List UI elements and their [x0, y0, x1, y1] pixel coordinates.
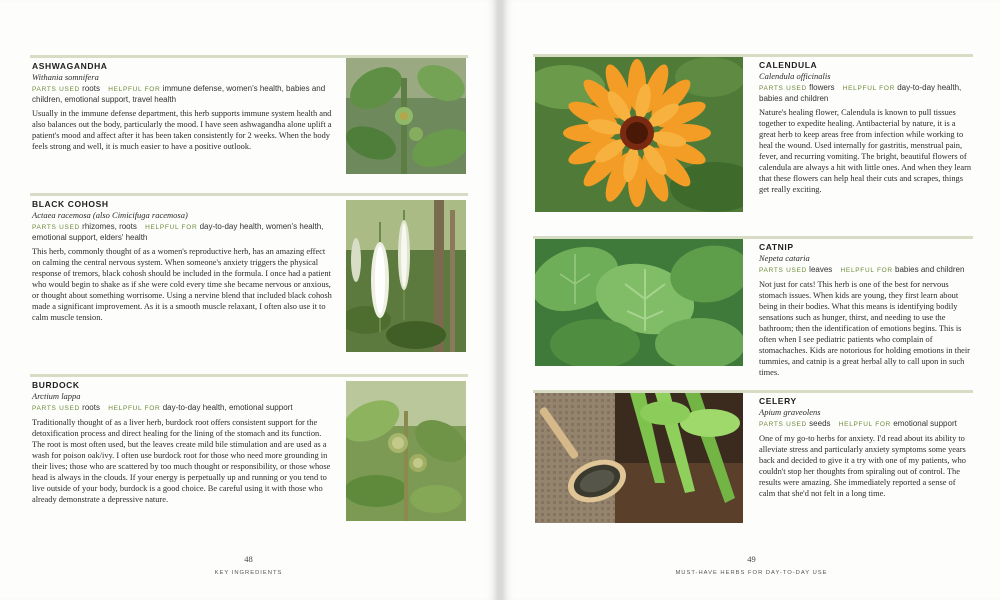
herb-name: BURDOCK: [32, 380, 80, 390]
herb-meta: [759, 83, 973, 104]
helpful-for-value: emotional support: [893, 419, 957, 428]
herb-description: This herb, commonly thought of as a women's reproductive herb, has an amazing effect on calming the central nervous system. When someone's anxiety triggers the physical response of tremors, black cohosh should be included in the formula. I once had a patient who would begin to shake as if she were cold every time she became nervous or anxious, or thought about something worrisome. Using a nervine blend that included black cohosh made a significant improvement. As it is a smooth muscle relaxant, I often also use it to calm muscle tension.: [32, 247, 332, 322]
entry-catnip: [533, 236, 973, 376]
parts-used-label: PARTS USED: [759, 85, 807, 92]
parts-used-value: roots: [82, 84, 100, 93]
helpful-for-value: day-to-day health, babies and children: [759, 83, 962, 103]
parts-used-value: leaves: [809, 265, 833, 274]
herb-name: BLACK COHOSH: [32, 199, 109, 209]
latin-name: Arctium lappa: [32, 391, 81, 401]
parts-used-value: rhizomes, roots: [82, 222, 137, 231]
ashwagandha-plant-icon: [346, 58, 466, 174]
latin-name: Withania somnifera: [32, 72, 99, 82]
herb-meta: [32, 222, 332, 243]
helpful-for-value: babies and children: [895, 265, 965, 274]
entry-celery: [533, 390, 973, 550]
herb-meta: [32, 403, 332, 414]
helpful-for-label: HELPFUL FOR: [840, 267, 893, 274]
latin-name: Nepeta cataria: [759, 253, 810, 263]
entry-ashwagandha: [30, 55, 468, 185]
right-page: [503, 0, 1000, 600]
herb-description: Not just for cats! This herb is one of the best for nervous stomach issues. When kids are young, they first learn about being in their bodies. What this means is identifying bodily sensations such as hunger, thirst, and needing to use the bathroom; then the identification of emotions begins. This is often when I see pediatric patients who complain of stomachaches. Kids are notorious for holding emotions in their tummies, and catnip is a great herbal ally to call upon in such times.: [759, 280, 970, 377]
latin-name-primary: Actaea racemosa: [32, 210, 91, 220]
latin-name: Apium graveolens: [759, 407, 821, 417]
page-number: 48: [244, 554, 253, 564]
running-footer: MUST-HAVE HERBS FOR DAY-TO-DAY USE: [675, 570, 828, 576]
latin-name-alt: (also Cimicifuga racemosa): [92, 210, 188, 220]
parts-used-label: PARTS USED: [32, 224, 80, 231]
latin-name: Calendula officinalis: [759, 71, 831, 81]
helpful-for-label: HELPFUL FOR: [108, 405, 161, 412]
herb-description: One of my go-to herbs for anxiety. I'd read about its ability to alleviate stress and particularly anxiety symptoms some years back and decided to give it a try with one of my patients, who couldn't stop her thoughts from spiraling out of control. The results were amazing. She immediately reported a sense of calm that she'd not felt in a long time.: [759, 434, 966, 498]
parts-used-value: flowers: [809, 83, 835, 92]
herb-name: CALENDULA: [759, 60, 818, 70]
parts-used-label: PARTS USED: [32, 86, 80, 93]
parts-used-label: PARTS USED: [759, 267, 807, 274]
herb-name: CELERY: [759, 396, 797, 406]
parts-used-label: PARTS USED: [32, 405, 80, 412]
entry-calendula: [533, 54, 973, 219]
helpful-for-value: day-to-day health, emotional support: [162, 403, 293, 412]
burdock-plant-icon: [346, 381, 466, 521]
left-page: [0, 0, 497, 600]
parts-used-value: seeds: [809, 419, 831, 428]
celery-seeds-spoon-icon: [535, 393, 743, 523]
entry-black-cohosh: [30, 193, 468, 361]
helpful-for-label: HELPFUL FOR: [108, 86, 161, 93]
entry-rule: [30, 374, 468, 377]
running-footer: KEY INGREDIENTS: [214, 570, 283, 576]
herb-meta: [32, 84, 332, 105]
herb-description: Usually in the immune defense department, this herb supports immune system health and also balances out the body, particularly the mood. I have seen ashwagandha alone uplift a patient's mood and affect after it has been taken consistently for 2 weeks. When the body feels strong and well, it is much easier to have a positive outlook.: [32, 109, 332, 151]
page-number: 49: [747, 554, 756, 564]
herb-meta: [759, 265, 973, 276]
herb-description: Nature's healing flower, Calendula is known to pull tissues together to expedite healing. Antibacterial by nature, it is a great herb to keep areas free from infection while working to heal the wound. Used internally for gastritis, menstrual pain, fever, and recurring vomiting. The bright, beautiful flowers of calendula are always a hit with little ones. And when they learn that these flowers can help heal their cuts and scrapes, things get really exciting.: [759, 108, 972, 194]
entry-rule: [30, 193, 468, 196]
helpful-for-label: HELPFUL FOR: [842, 85, 895, 92]
helpful-for-value: immune defense, women's health, babies and children, emotional support, travel health: [32, 84, 326, 104]
parts-used-label: PARTS USED: [759, 421, 807, 428]
helpful-for-value: day-to-day health, women's health, emotional support, elders' health: [32, 222, 324, 242]
black-cohosh-flower-icon: [346, 200, 466, 352]
helpful-for-label: HELPFUL FOR: [145, 224, 198, 231]
herb-description: Traditionally thought of as a liver herb, burdock root offers consistent support for the detoxification process and direct healing for the lining of the stomach and its function. The root is most often used, but the leaves create mild bile stimulation and are used as a wash for poison oak/ivy. I often use burdock root for those who need more grounding in their lives; those who are scattered by too much thought or responsibility, or those whose head is always in the clouds. If your energy is perpetually up and running or you tend to live outside of your body, burdock is a good choice. Be careful using it with those who already demonstrate a depressive nature.: [32, 418, 331, 504]
parts-used-value: roots: [82, 403, 100, 412]
helpful-for-label: HELPFUL FOR: [838, 421, 892, 428]
herb-meta: [759, 419, 973, 430]
latin-name: [32, 210, 332, 220]
catnip-leaves-icon: [535, 239, 743, 366]
herb-name: ASHWAGANDHA: [32, 61, 108, 71]
entry-burdock: [30, 374, 468, 534]
herb-name: CATNIP: [759, 242, 794, 252]
calendula-flower-icon: [535, 57, 743, 212]
